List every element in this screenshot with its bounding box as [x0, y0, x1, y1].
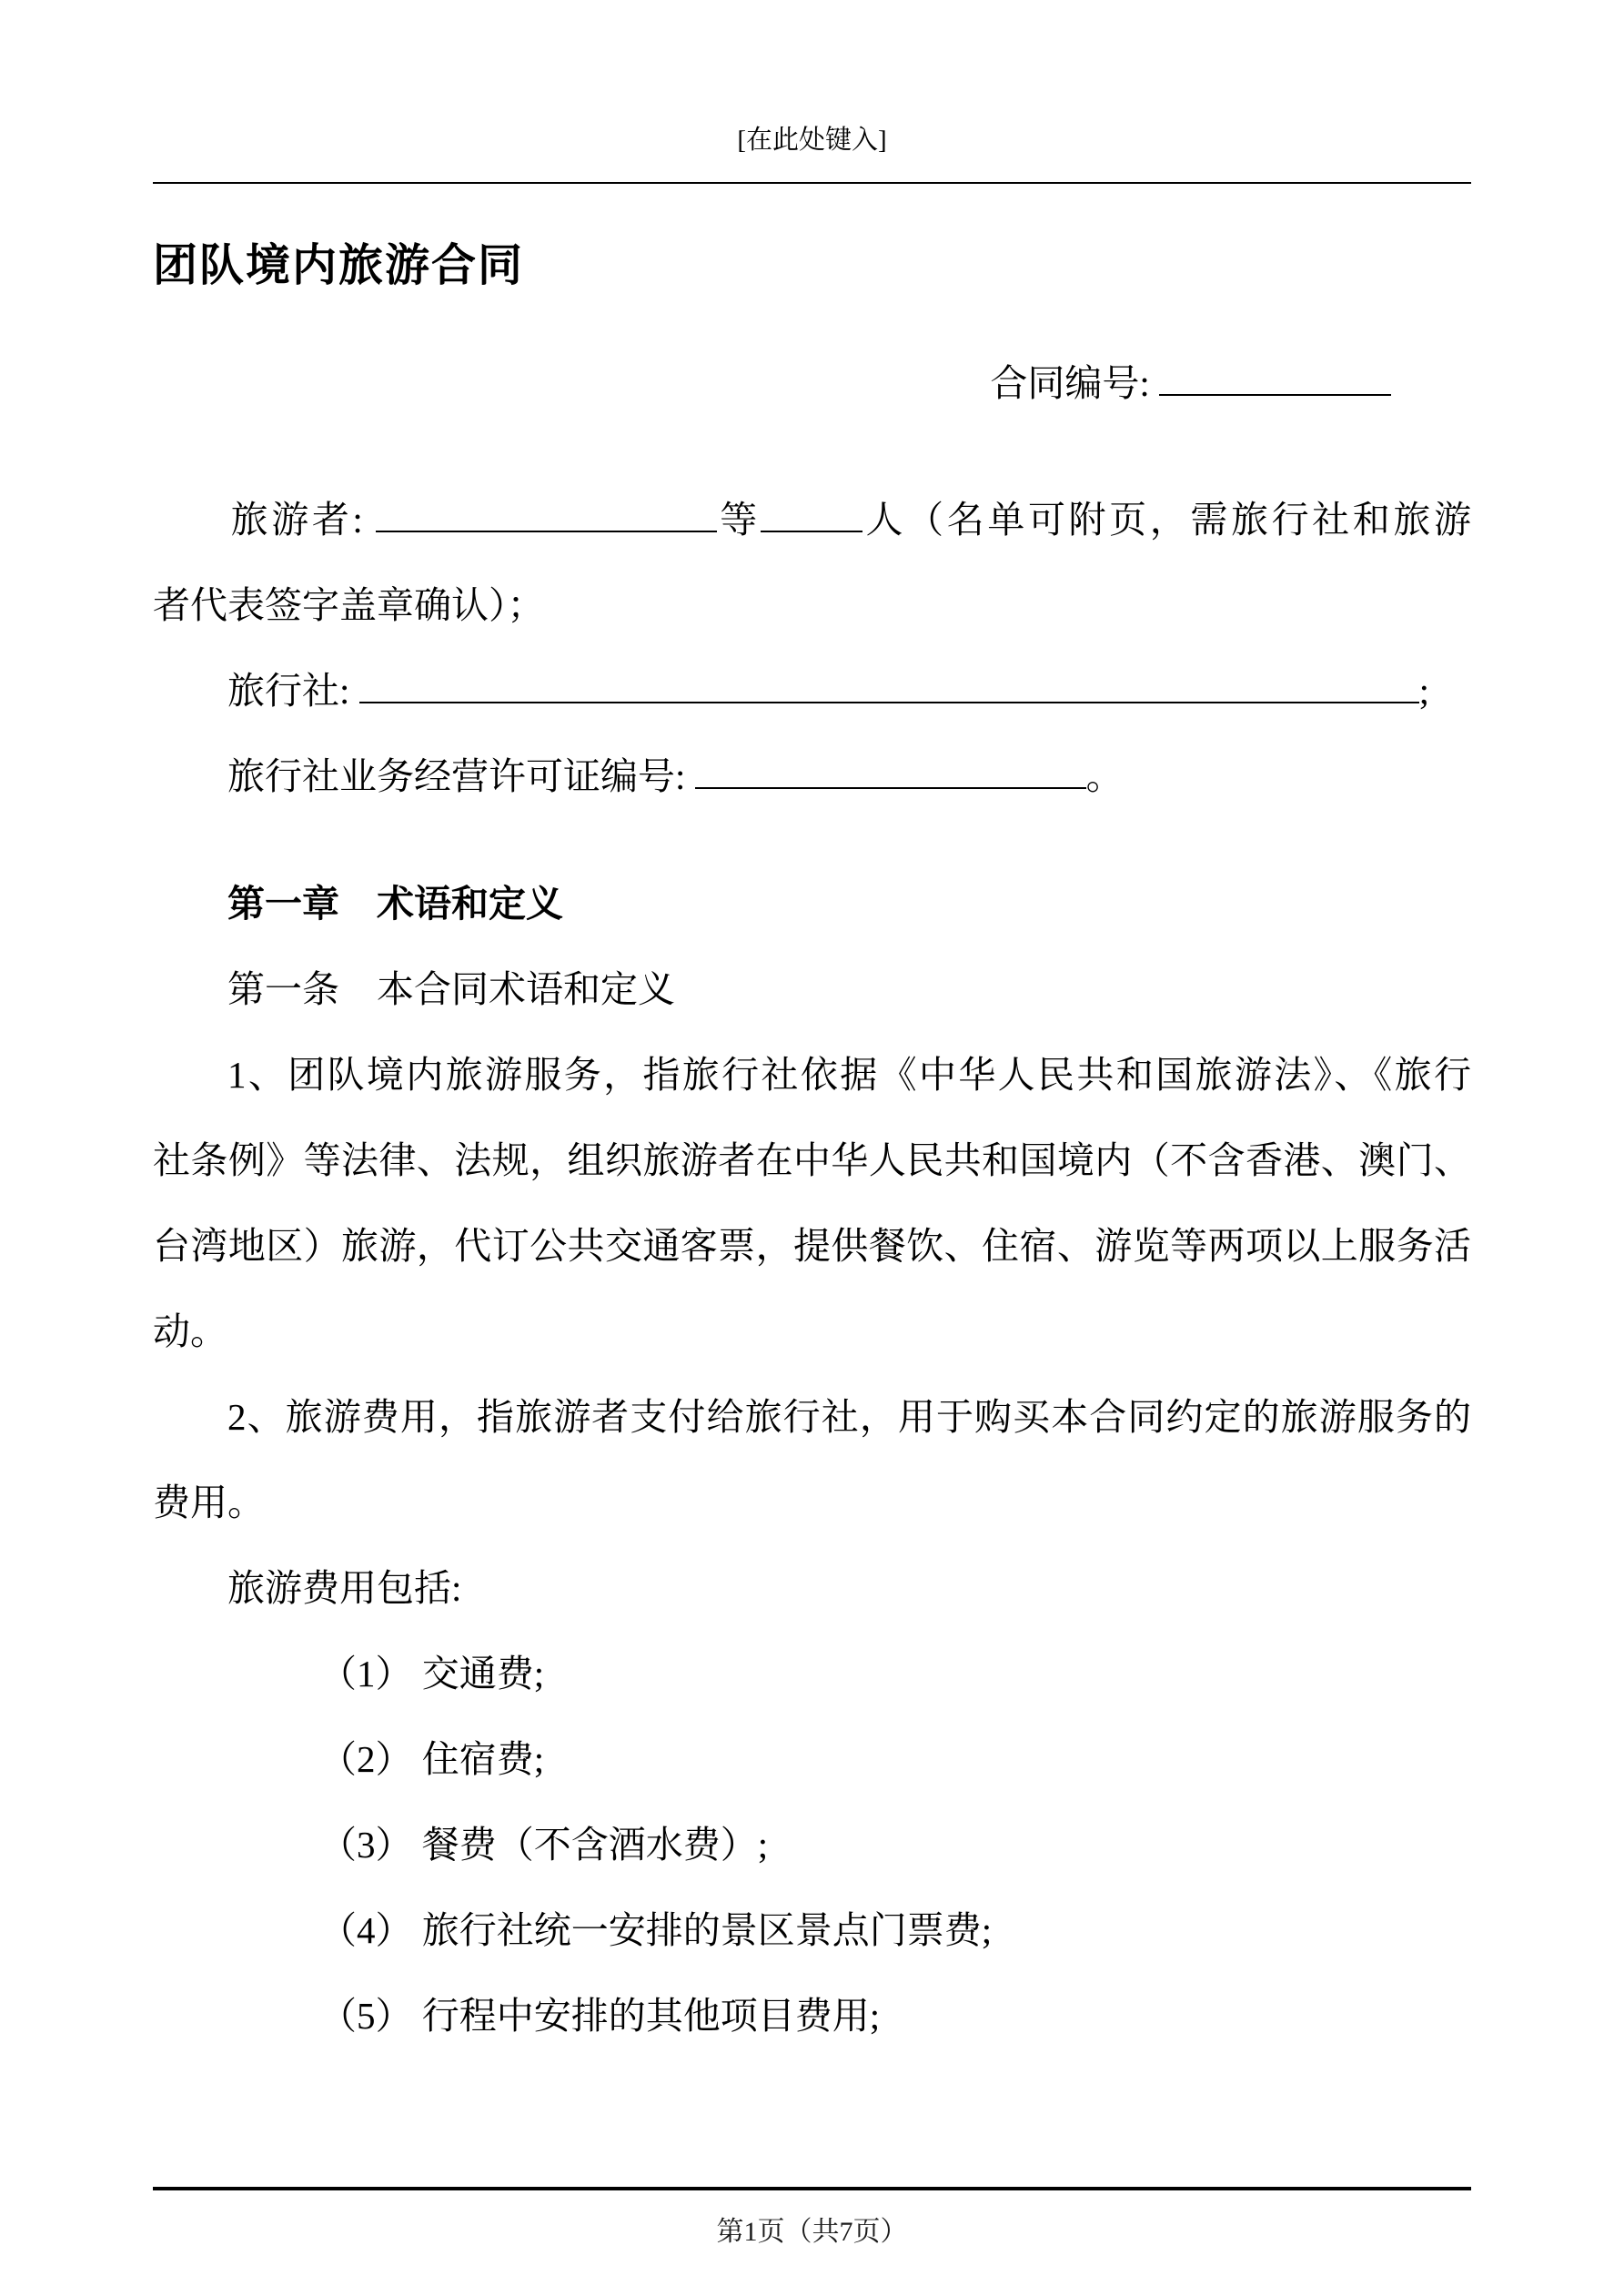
fees-intro: 旅游费用包括: [227, 1567, 462, 1609]
agency-suffix: ; [1418, 670, 1430, 712]
fee-item-3: （3） 餐费（不含酒水费）; [319, 1824, 769, 1866]
contract-number-label: 合同编号: [990, 362, 1150, 404]
fee-item-2: （2） 住宿费; [319, 1738, 545, 1780]
para-2-line-2: 费用。 [153, 1482, 265, 1523]
fee-item-5: （5） 行程中安排的其他项目费用; [319, 1995, 881, 2037]
agency-line [153, 648, 1471, 733]
para-1-line-3: 台湾地区）旅游，代订公共交通客票，提供餐饮、住宿、游览等两项以上服务活 [153, 1225, 1471, 1267]
traveler-after-text: 人（名单可附页，需旅行社和旅游 [862, 499, 1472, 541]
agency-name-blank[interactable] [359, 664, 1419, 703]
header-type-here-placeholder[interactable]: [在此处键入] [737, 126, 887, 155]
chapter-1-heading: 第一章 术语和定义 [227, 883, 563, 925]
para-1-line-4: 动。 [153, 1310, 227, 1352]
license-suffix: 。 [1085, 755, 1124, 797]
header-rule [153, 182, 1471, 184]
footer-rule [153, 2187, 1471, 2190]
fee-item-4: （4） 旅行社统一安排的景区景点门票费; [319, 1909, 993, 1951]
license-label: 旅行社业务经营许可证编号: [227, 755, 686, 797]
contract-number-blank[interactable] [1159, 357, 1391, 396]
para-1-line-2: 社条例》等法律、法规，组织旅游者在中华人民共和国境内（不含香港、澳门、 [153, 1139, 1471, 1181]
agency-label: 旅行社: [227, 670, 350, 712]
footer-page-number: 第1页（共7页） [716, 2217, 908, 2247]
traveler-count-blank[interactable] [761, 493, 862, 532]
traveler-name-blank[interactable] [376, 493, 717, 532]
para-1-line-1: 1、团队境内旅游服务，指旅行社依据《中华人民共和国旅游法》、《旅行 [227, 1054, 1471, 1096]
document-title: 团队境内旅游合同 [153, 240, 525, 290]
fee-item-1: （1） 交通费; [319, 1653, 545, 1694]
traveler-label: 旅游者: [227, 499, 363, 541]
para-2-line-1: 2、旅游费用，指旅游者支付给旅行社，用于购买本合同约定的旅游服务的 [227, 1396, 1471, 1438]
contract-number-line [153, 340, 1471, 426]
traveler-mid-text: 等 [716, 499, 761, 541]
license-number-blank[interactable] [695, 750, 1086, 789]
traveler-line-1 [153, 477, 1471, 562]
article-1-heading: 第一条 本合同术语和定义 [227, 968, 675, 1010]
license-line [153, 733, 1471, 819]
traveler-line-2: 者代表签字盖章确认）； [153, 584, 545, 626]
